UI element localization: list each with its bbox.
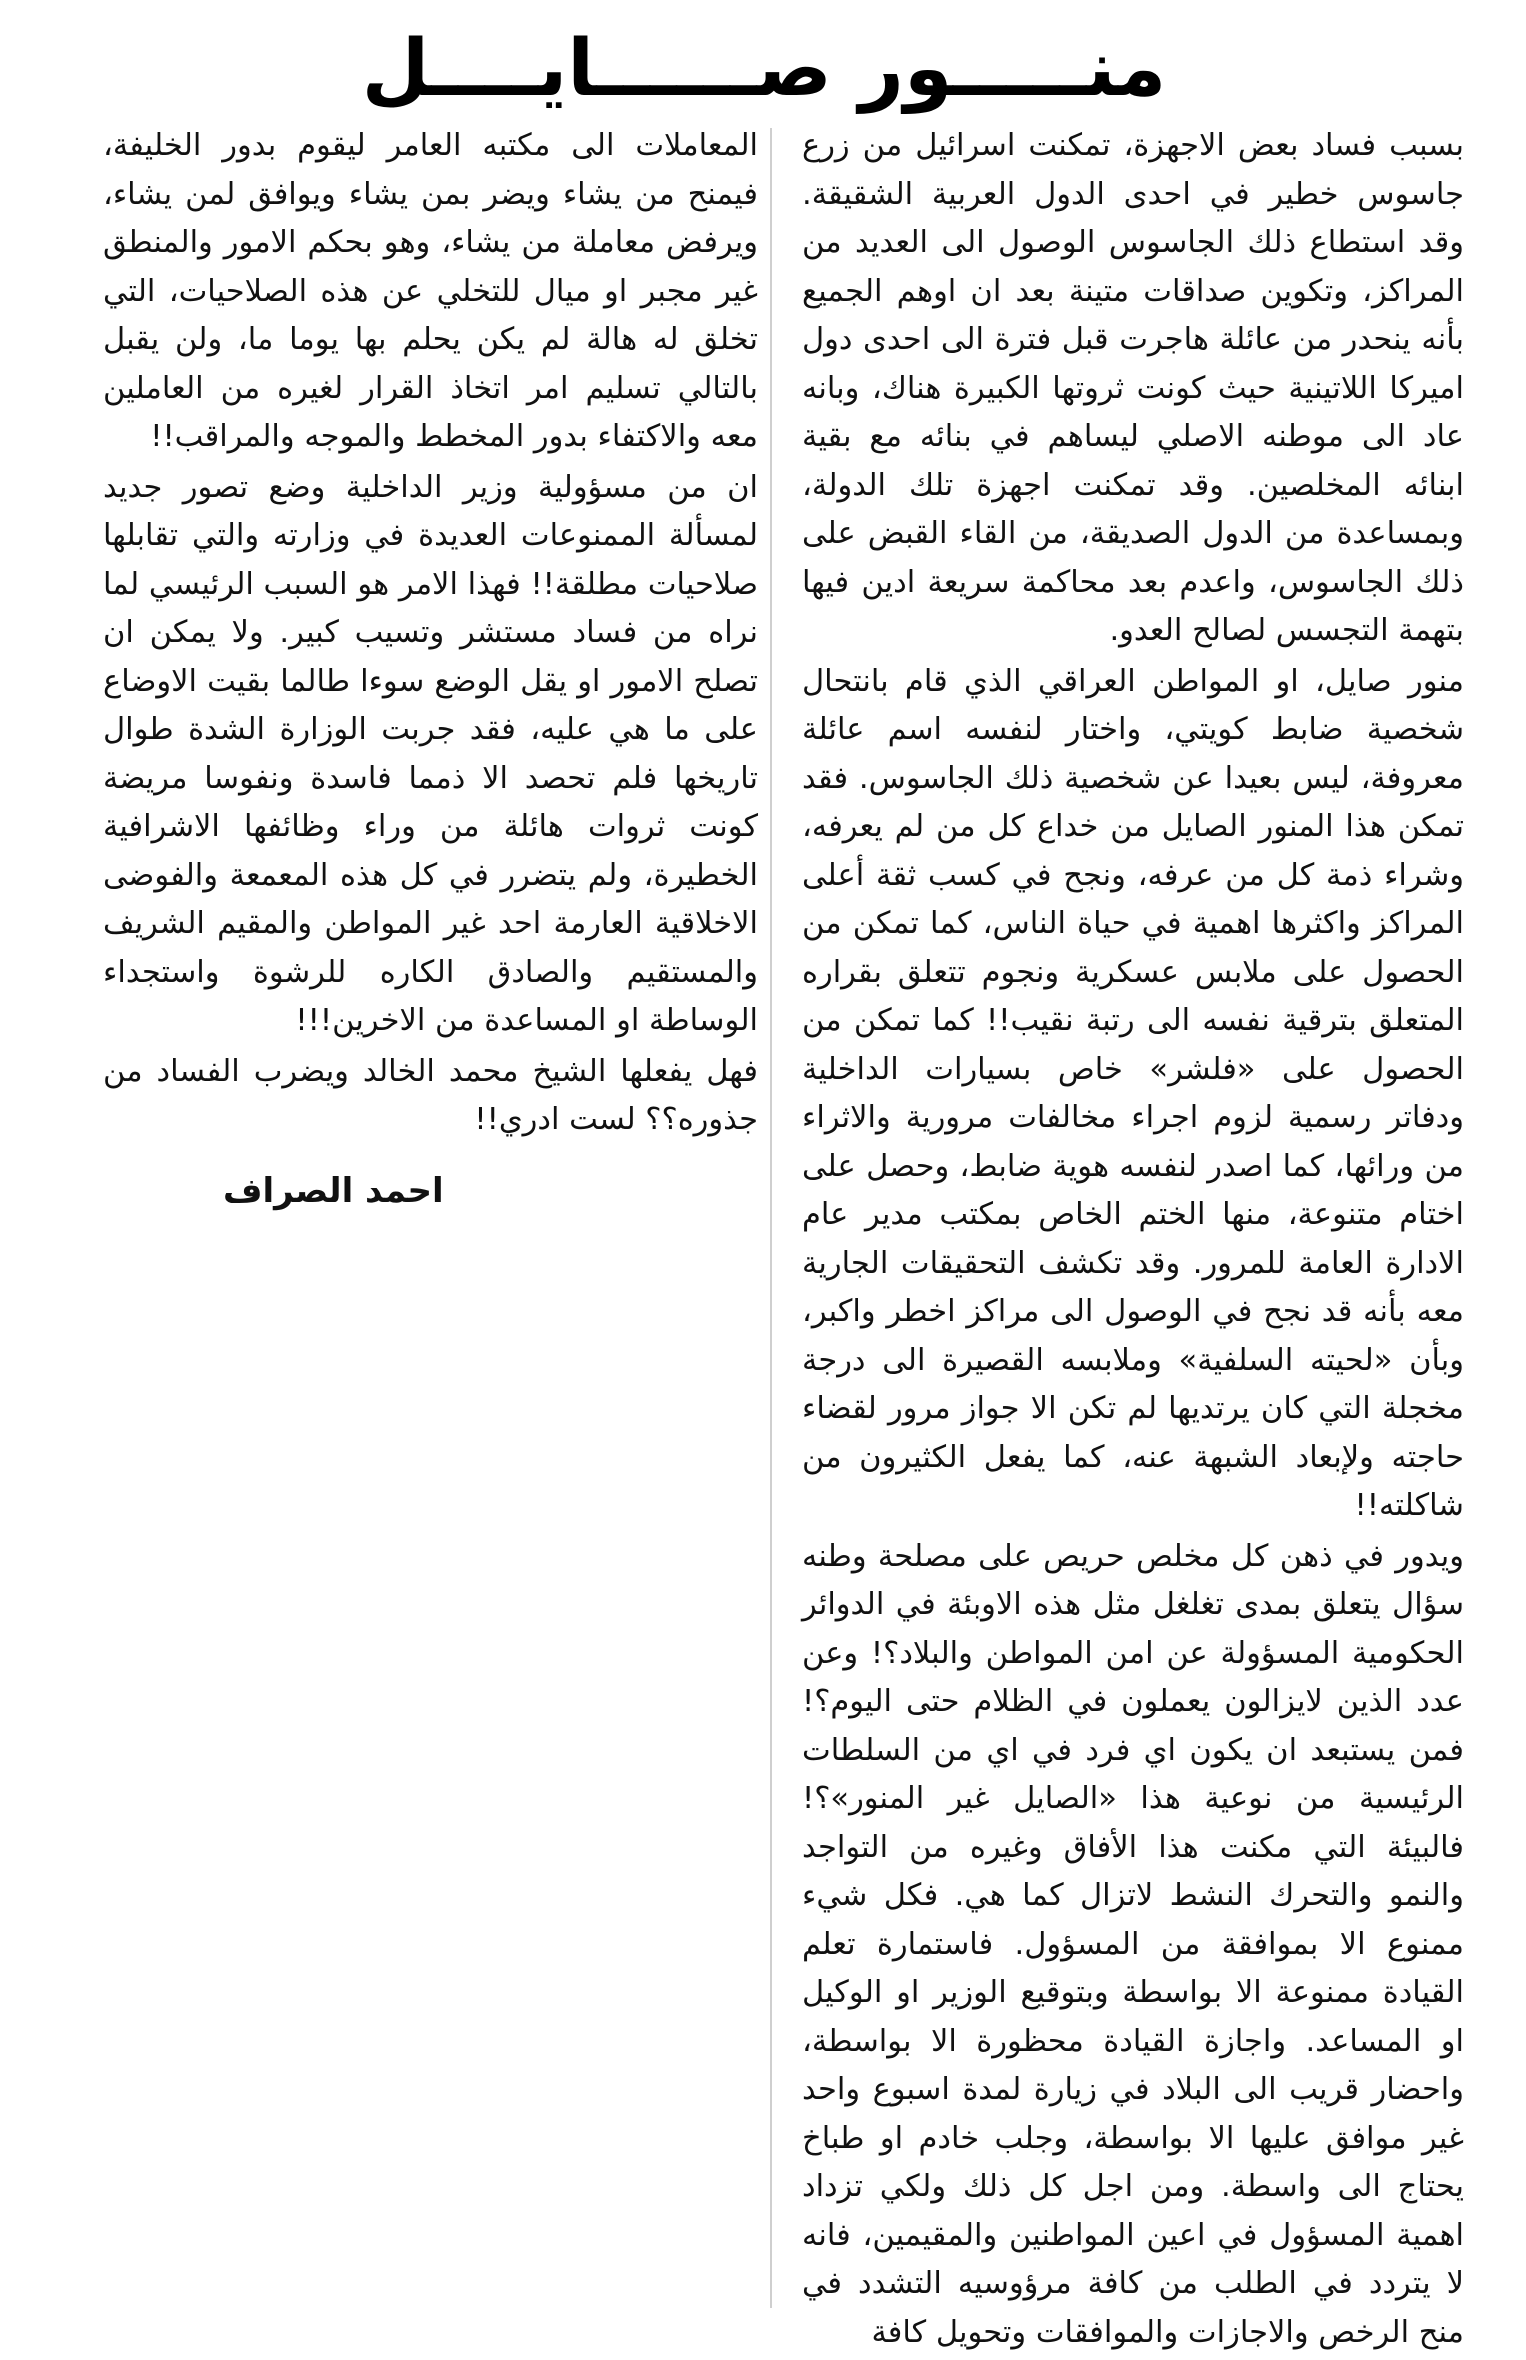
left-column-paragraph-1: المعاملات الى مكتبه العامر ليقوم بدور الخليفة، فيمنح من يشاء ويضر بمن يشاء ويوافق لمن يشاء، ويرفض معاملة من يشاء، وهو بحكم الامور والمنطق غير مجبر او ميال للتخلي عن هذه الصلاحيات، التي تخلق له هالة لم يكن يحلم بها يوما ما، ولن يقبل بالتالي تسليم امر اتخاذ القرار لغيره من العاملين معه والاكتفاء بدور المخطط والموجه والمراقب!! [103, 128, 758, 454]
left-column [103, 122, 758, 1215]
column-divider [770, 128, 772, 2308]
title-bar [64, 14, 1464, 124]
author-signature: احمد الصراف [223, 1170, 444, 1211]
right-column-paragraph-1: بسبب فساد بعض الاجهزة، تمكنت اسرائيل من زرع جاسوس خطير في احدى الدول العربية الشقيقة. وقد استطاع ذلك الجاسوس الوصول الى العديد من المراكز، وتكوين صداقات متينة بعد ان اوهم الجميع بأنه ينحدر من عائلة هاجرت قبل فترة الى احدى دول اميركا اللاتينية حيث كونت ثروتها الكبيرة هناك، وبانه عاد الى موطنه الاصلي ليساهم في بنائه مع بقية ابنائه المخلصين. وقد تمكنت اجهزة تلك الدولة، وبمساعدة من الدول الصديقة، من القاء القبض على ذلك الجاسوس، واعدم بعد محاكمة سريعة ادين فيها بتهمة التجسس لصالح العدو. [802, 128, 1464, 648]
right-column-paragraph-3: ويدور في ذهن كل مخلص حريص على مصلحة وطنه سؤال يتعلق بمدى تغلغل مثل هذه الاوبئة في الدوائر الحكومية المسؤولة عن امن المواطن والبلاد؟! وعن عدد الذين لايزالون يعملون في الظلام حتى اليوم؟! فمن يستبعد ان يكون اي فرد في اي من السلطات الرئيسية من نوعية هذا «الصايل غير المنور»؟! فالبيئة التي مكنت هذا الأفاق وغيره من التواجد والنمو والتحرك النشط لاتزال كما هي. فكل شيء ممنوع الا بموافقة من المسؤول. فاستمارة تعلم القيادة ممنوعة الا بواسطة وبتوقيع الوزير او الوكيل او المساعد. واجازة القيادة محظورة الا بواسطة، واحضار قريب الى البلاد في زيارة لمدة اسبوع واحد غير موافق عليها الا بواسطة، وجلب خادم او طباخ يحتاج الى واسطة. ومن اجل كل ذلك ولكي تزداد اهمية المسؤول في اعين المواطنين والمقيمين، فانه لا يتردد في الطلب من كافة مرؤوسيه التشدد في منح الرخص والاجازات والموافقات وتحويل كافة [802, 1538, 1464, 2350]
left-column-paragraph-3: فهل يفعلها الشيخ محمد الخالد ويضرب الفساد من جذوره؟؟ لست ادري!! [103, 1053, 758, 1137]
right-column-paragraph-2: منور صايل، او المواطن العراقي الذي قام بانتحال شخصية ضابط كويتي، واختار لنفسه اسم عائلة معروفة، ليس بعيدا عن شخصية ذلك الجاسوس. فقد تمكن هذا المنور الصايل من خداع كل من لم يعرفه، وشراء ذمة كل من عرفه، ونجح في كسب ثقة أعلى المراكز واكثرها اهمية في حياة الناس، كما تمكن من الحصول على ملابس عسكرية ونجوم تتعلق بقراره المتعلق بترقية نفسه الى رتبة نقيب!! كما تمكن من الحصول على «فلشر» خاص بسيارات الداخلية ودفاتر رسمية لزوم اجراء مخالفات مرورية والاثراء من ورائها، كما اصدر لنفسه هوية ضابط، وحصل على اختام متنوعة، منها الختم الخاص بمكتب مدير عام الادارة العامة للمرور. وقد تكشف التحقيقات الجارية معه بأنه قد نجح في الوصول الى مراكز اخطر واكبر، وبأن «لحيته السلفية» وملابسه القصيرة الى درجة مخجلة التي كان يرتديها لم تكن الا جواز مرور لقضاء حاجته ولإبعاد الشبهة عنه، كما يفعل الكثيرون من شاكلته!! [802, 663, 1464, 1523]
left-column-paragraph-2: ان من مسؤولية وزير الداخلية وضع تصور جديد لمسألة الممنوعات العديدة في وزارته والتي تقابلها صلاحيات مطلقة!! فهذا الامر هو السبب الرئيسي لما نراه من فساد مستشر وتسيب كبير. ولا يمكن ان تصلح الامور او يقل الوضع سوءا طالما بقيت الاوضاع على ما هي عليه، فقد جربت الوزارة الشدة طوال تاريخها فلم تحصد الا ذمما فاسدة ونفوسا مريضة كونت ثروات هائلة من وراء وظائفها الاشرافية الخطيرة، ولم يتضرر في كل هذه المعمعة والفوضى الاخلاقية العارمة احد غير المواطن والمقيم الشريف والمستقيم والصادق الكاره للرشوة واستجداء الوساطة او المساعدة من الاخرين!!! [103, 469, 758, 1038]
right-column [802, 122, 1464, 2359]
article-title: منـــــور صــــــايــــل [361, 24, 1167, 114]
